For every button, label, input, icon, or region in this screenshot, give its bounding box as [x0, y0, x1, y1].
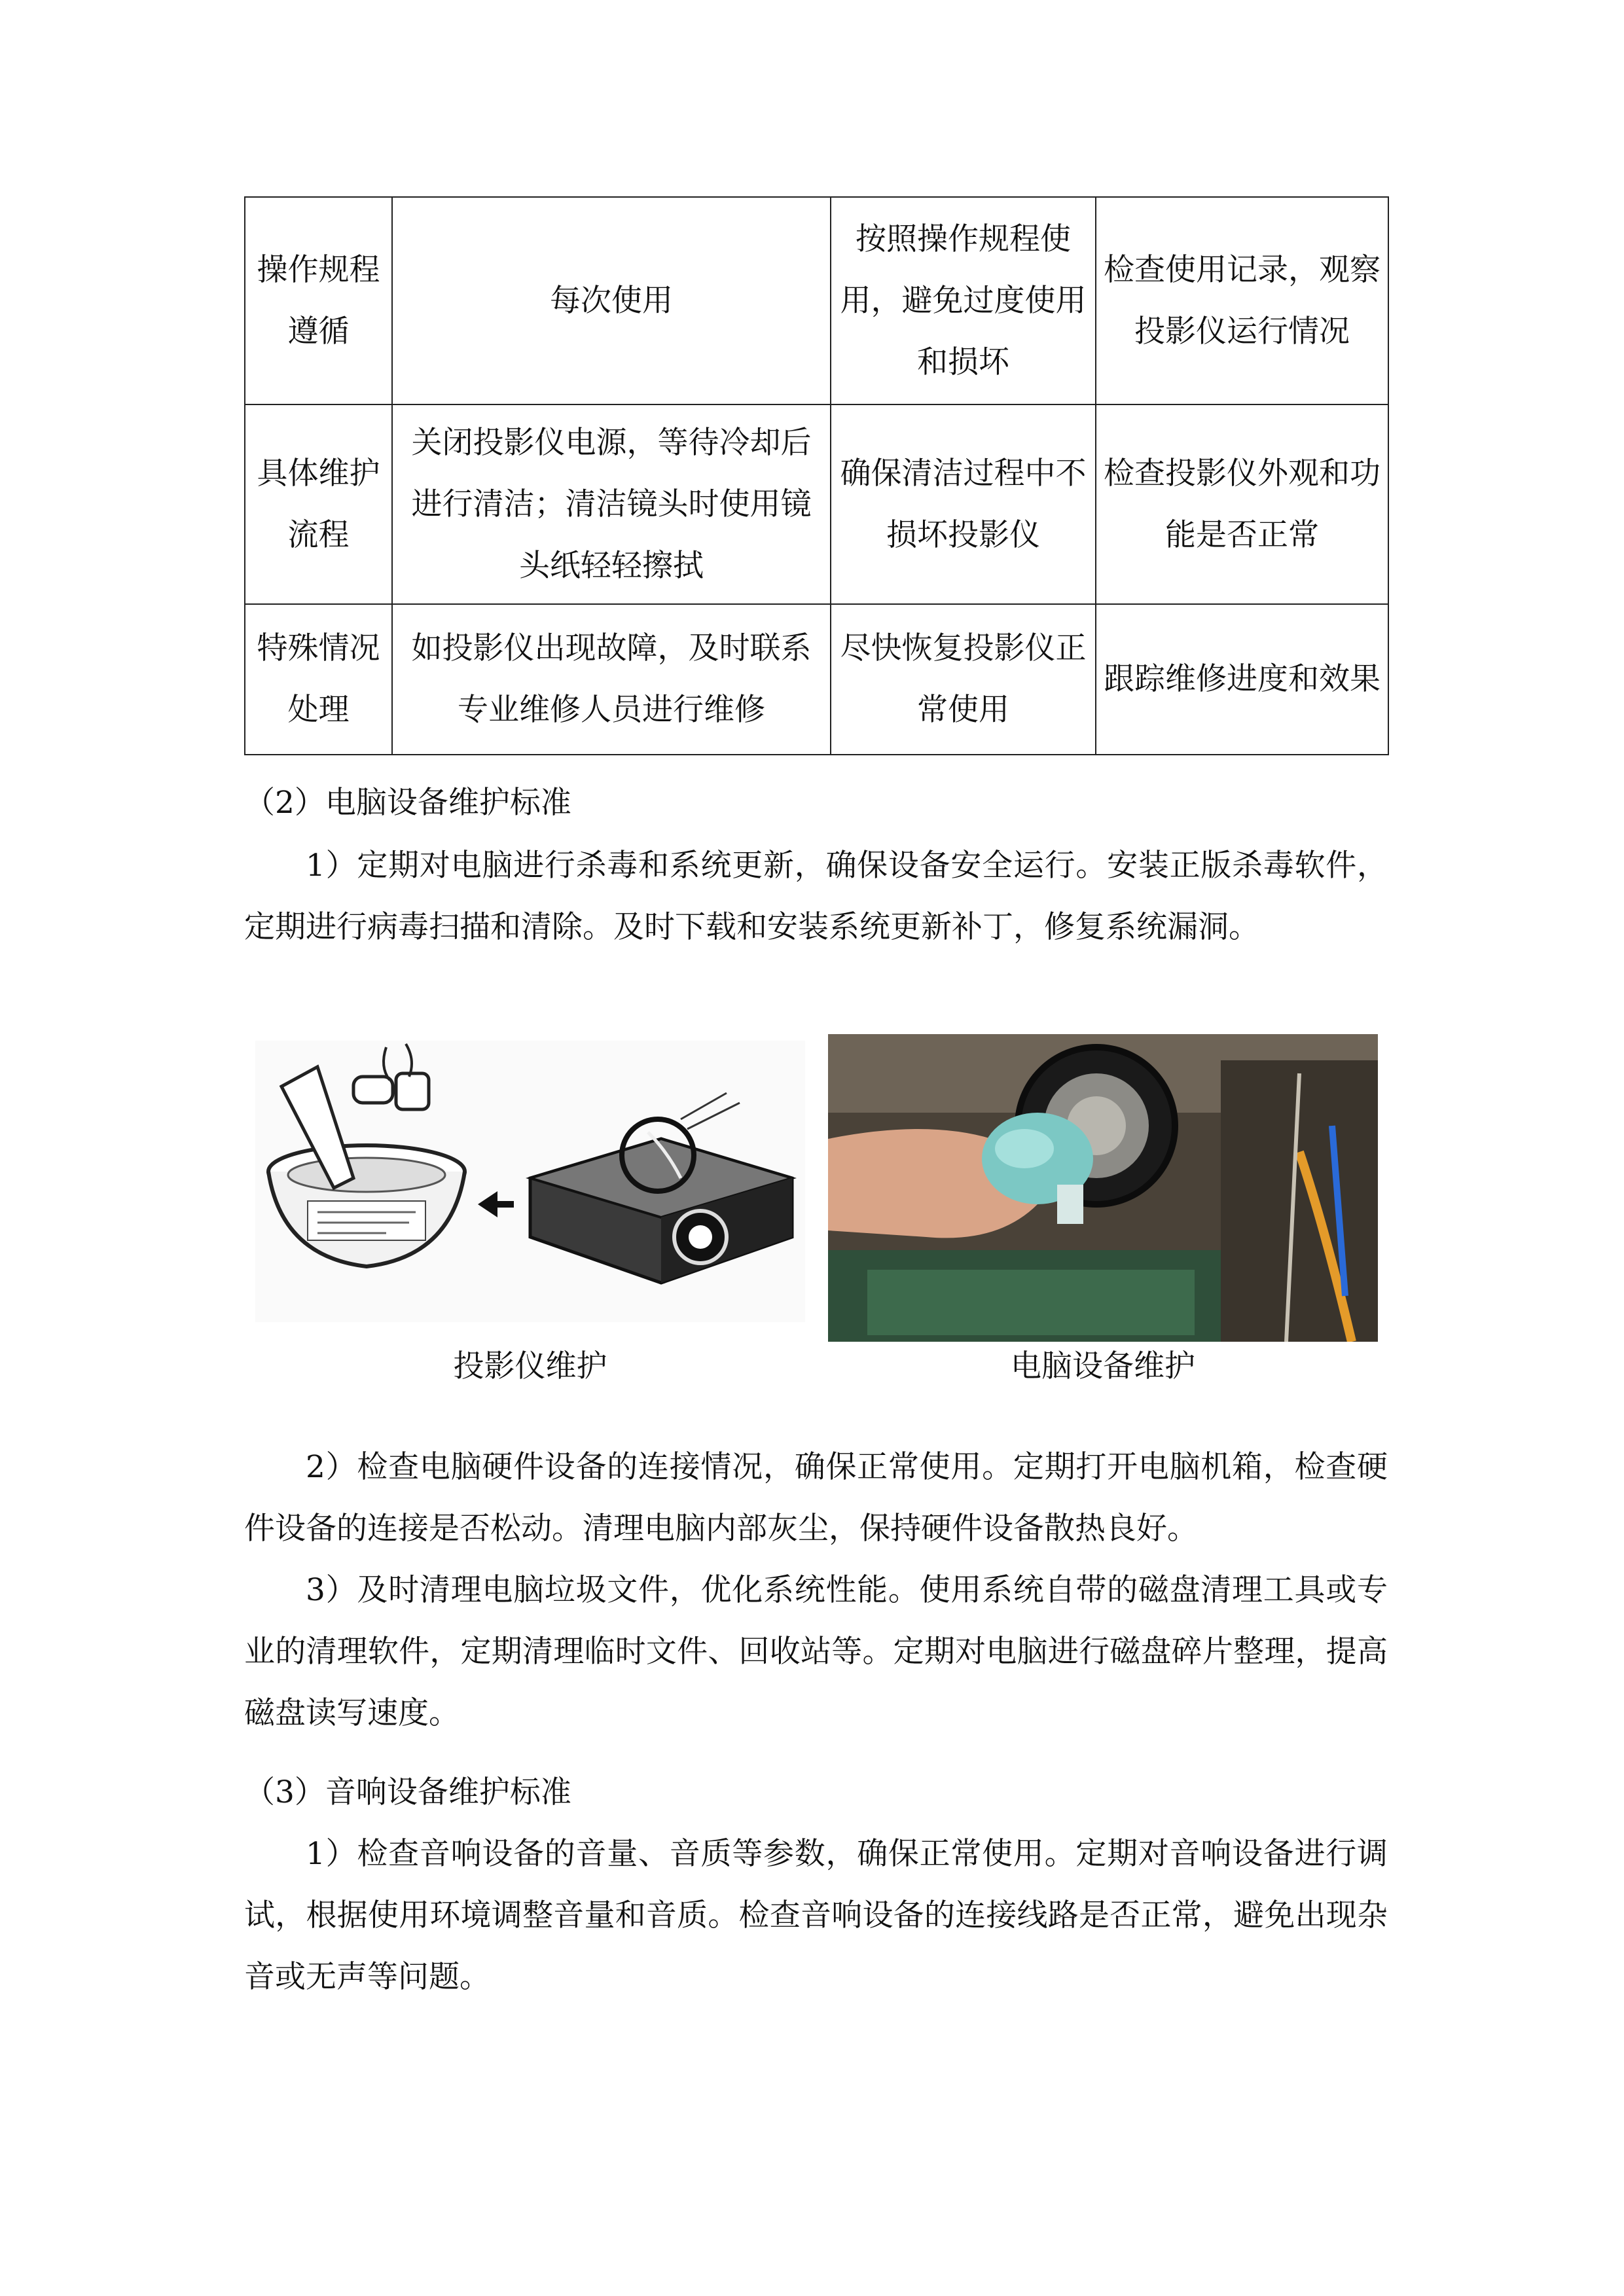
table-cell-requirement: 尽快恢复投影仪正常使用 — [831, 604, 1096, 755]
projector-maintenance-illustration — [255, 1041, 805, 1322]
table-cell-check: 检查投影仪外观和功能是否正常 — [1096, 404, 1388, 604]
table-cell-frequency: 如投影仪出现故障，及时联系专业维修人员进行维修 — [392, 604, 831, 755]
paragraph-computer-2: 2）检查电脑硬件设备的连接情况，确保正常使用。定期打开电脑机箱，检查硬件设备的连接是否松动。清理电脑内部灰尘，保持硬件设备散热良好。 — [244, 1449, 1388, 1547]
caption-projector: 投影仪维护 — [453, 1348, 607, 1384]
table-cell-item: 具体维护流程 — [245, 404, 392, 604]
table-cell-frequency: 关闭投影仪电源，等待冷却后进行清洁；清洁镜头时使用镜头纸轻轻擦拭 — [392, 404, 831, 604]
section-heading-audio: （3）音响设备维护标准 — [244, 1774, 571, 1810]
table-cell-requirement: 按照操作规程使用，避免过度使用和损坏 — [831, 197, 1096, 404]
table-row — [245, 604, 1388, 755]
table-cell-item: 操作规程遵循 — [245, 197, 392, 404]
paragraph-computer-1: 1）定期对电脑进行杀毒和系统更新，确保设备安全运行。安装正版杀毒软件，定期进行病毒扫描和清除。及时下载和安装系统更新补丁，修复系统漏洞。 — [244, 848, 1388, 945]
section-heading-computer: （2）电脑设备维护标准 — [244, 785, 571, 821]
table-row — [245, 197, 1388, 404]
table-cell-item: 特殊情况处理 — [245, 604, 392, 755]
maintenance-table — [244, 196, 1389, 755]
computer-maintenance-photo — [828, 1034, 1378, 1342]
table-row — [245, 404, 1388, 604]
paragraph-audio-1: 1）检查音响设备的音量、音质等参数，确保正常使用。定期对音响设备进行调试，根据使用环境调整音量和音质。检查音响设备的连接线路是否正常，避免出现杂音或无声等问题。 — [244, 1836, 1388, 1995]
table-cell-check: 检查使用记录，观察投影仪运行情况 — [1096, 197, 1388, 404]
table-cell-requirement: 确保清洁过程中不损坏投影仪 — [831, 404, 1096, 604]
caption-computer: 电脑设备维护 — [1011, 1348, 1195, 1384]
table-cell-frequency: 每次使用 — [392, 197, 831, 404]
table-cell-check: 跟踪维修进度和效果 — [1096, 604, 1388, 755]
paragraph-computer-3: 3）及时清理电脑垃圾文件，优化系统性能。使用系统自带的磁盘清理工具或专业的清理软件，定期清理临时文件、回收站等。定期对电脑进行磁盘碎片整理，提高磁盘读写速度。 — [244, 1572, 1388, 1731]
